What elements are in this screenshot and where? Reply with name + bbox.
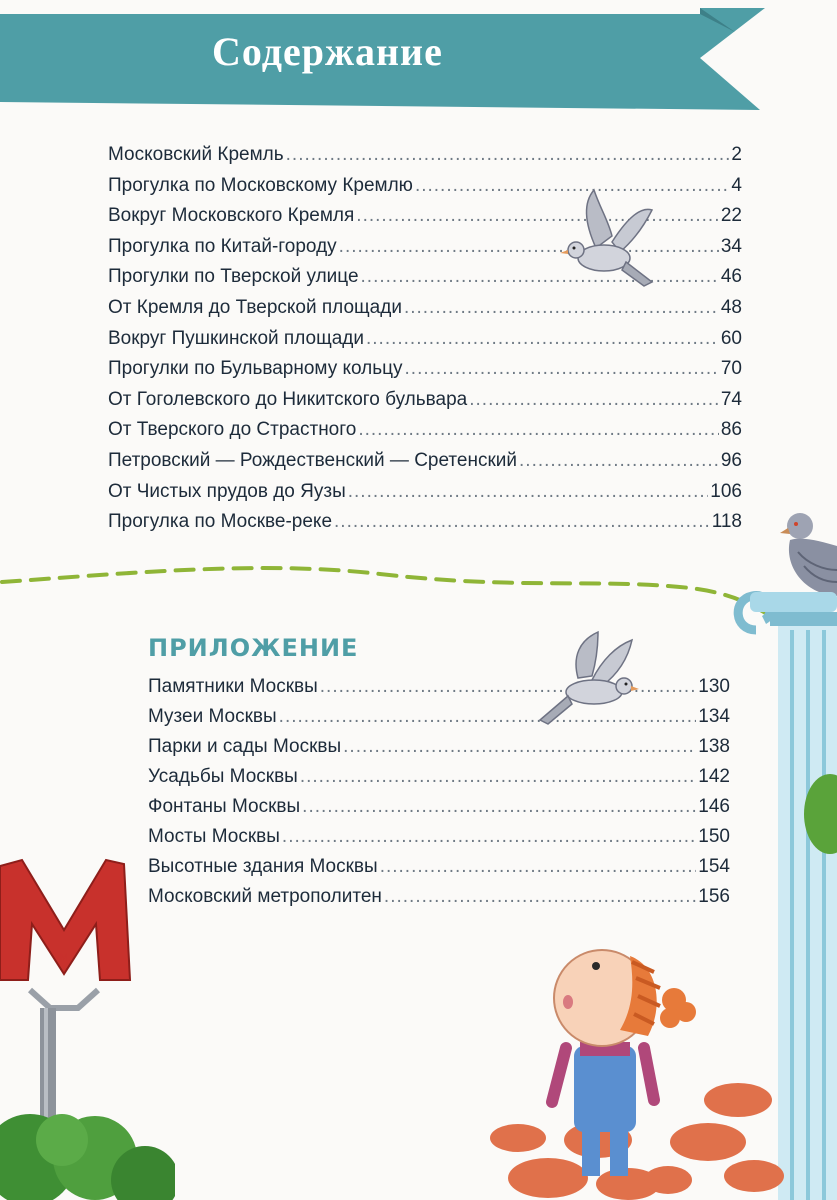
entry-page-number: 74	[720, 388, 742, 410]
entry-page-number: 2	[731, 144, 742, 165]
entry-page-number: 106	[710, 480, 742, 502]
toc-entry	[108, 511, 742, 542]
leader-dots	[282, 826, 696, 848]
entry-page-number: 146	[698, 796, 730, 817]
leader-dots	[348, 481, 709, 503]
entry-label: Парки и сады Москвы	[148, 736, 342, 757]
entry-label: Прогулка по Китай-городу	[108, 235, 337, 257]
leader-dots	[286, 144, 730, 166]
entry-page-number: 96	[720, 449, 742, 471]
appendix-entry	[148, 796, 730, 826]
toc-entry	[108, 358, 742, 389]
entry-page-number: 138	[698, 736, 730, 757]
leader-dots	[361, 266, 719, 288]
toc-entry	[108, 328, 742, 359]
appendix-entry	[148, 826, 730, 856]
leader-dots	[356, 205, 719, 227]
toc-entry	[108, 144, 742, 175]
entry-page-number: 142	[698, 766, 730, 787]
toc-entry	[108, 419, 742, 450]
entry-label: Прогулка по Московскому Кремлю	[108, 174, 413, 196]
entry-page-number: 86	[720, 419, 742, 441]
entry-label: Высотные здания Москвы	[148, 856, 378, 877]
dove-icon	[536, 630, 640, 730]
leader-dots	[339, 236, 719, 258]
metro-sign-letter: M	[59, 952, 69, 963]
appendix-entry	[148, 706, 730, 736]
entry-page-number: 156	[698, 886, 730, 907]
leader-dots	[519, 450, 719, 472]
entry-label: Петровский — Рождественский — Сретенский	[108, 449, 518, 471]
leader-dots	[300, 766, 696, 788]
entry-label: От Чистых прудов до Яузы	[108, 480, 346, 502]
appendix-entry	[148, 886, 730, 916]
entry-label: Мосты Москвы	[148, 826, 280, 847]
dashed-path	[0, 540, 837, 650]
child-illustration	[488, 926, 788, 1200]
page-title: Содержание	[212, 29, 443, 74]
leader-dots	[334, 511, 710, 533]
appendix-heading: ПРИЛОЖЕНИЕ	[148, 634, 359, 662]
entry-label: От Гоголевского до Никитского бульвара	[108, 388, 468, 410]
entry-label: Прогулки по Тверской улице	[108, 266, 359, 288]
entry-page-number: 118	[711, 511, 742, 533]
entry-label: Вокруг Московского Кремля	[108, 205, 355, 227]
entry-label: Музеи Москвы	[148, 706, 277, 727]
entry-page-number: 150	[698, 826, 730, 847]
leader-dots	[358, 419, 719, 441]
entry-page-number: 134	[698, 706, 730, 727]
leader-dots	[384, 886, 696, 908]
appendix-entry	[148, 766, 730, 796]
appendix-list	[148, 676, 730, 916]
entry-page-number: 46	[720, 266, 742, 288]
toc-entry	[108, 481, 742, 512]
entry-label: От Кремля до Тверской площади	[108, 296, 402, 318]
entry-page-number: 130	[698, 676, 730, 697]
leaf-icon	[800, 770, 837, 860]
entry-page-number: 154	[698, 856, 730, 877]
entry-label: Московский метрополитен	[148, 886, 382, 907]
leader-dots	[366, 328, 719, 350]
entry-label: От Тверского до Страстного	[108, 419, 357, 441]
entry-label: Вокруг Пушкинской площади	[108, 327, 364, 349]
appendix-entry	[148, 676, 730, 706]
leader-dots	[343, 736, 696, 758]
leader-dots	[302, 796, 696, 818]
entry-label: Усадьбы Москвы	[148, 766, 298, 787]
entry-label: Фонтаны Москвы	[148, 796, 301, 817]
entry-label: Прогулка по Москве-реке	[108, 511, 333, 533]
dove-icon	[556, 186, 656, 302]
toc-entry	[108, 389, 742, 420]
entry-label: Прогулки по Бульварному кольцу	[108, 358, 403, 380]
appendix-entry	[148, 856, 730, 886]
entry-page-number: 22	[720, 205, 742, 227]
appendix-entry	[148, 736, 730, 766]
bush-icon	[0, 1080, 175, 1200]
entry-page-number: 60	[720, 327, 742, 349]
entry-label: Памятники Москвы	[148, 676, 318, 697]
toc-entry	[108, 450, 742, 481]
entry-page-number: 70	[720, 358, 742, 380]
leader-dots	[380, 856, 697, 878]
entry-label: Московский Кремль	[108, 144, 284, 165]
entry-page-number: 34	[720, 235, 742, 257]
leader-dots	[405, 358, 719, 380]
entry-page-number: 4	[731, 174, 742, 196]
leader-dots	[469, 389, 719, 411]
entry-page-number: 48	[720, 296, 742, 318]
